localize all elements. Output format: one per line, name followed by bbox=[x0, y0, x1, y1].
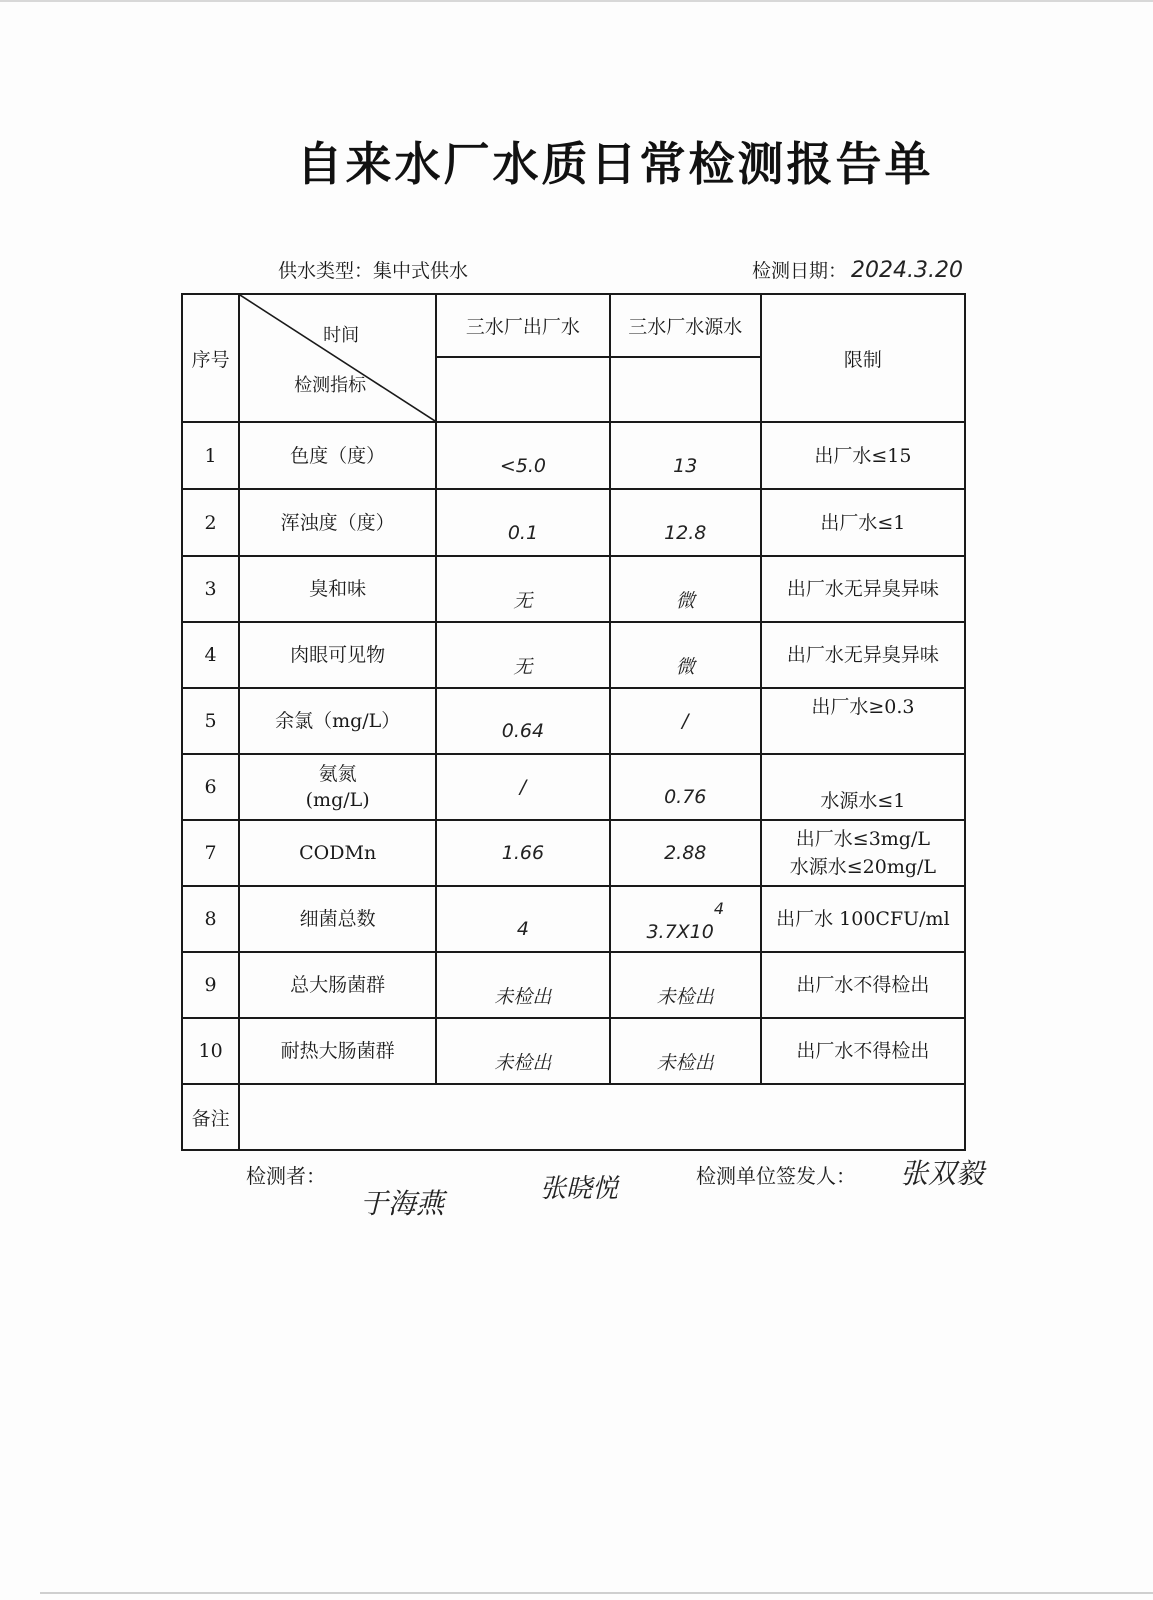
table-row bbox=[182, 1018, 965, 1084]
table-row bbox=[182, 489, 965, 556]
row-source-value bbox=[610, 422, 761, 489]
row-limit: 出厂水≤15 bbox=[761, 422, 965, 489]
row-limit: 出厂水≤1 bbox=[761, 489, 965, 556]
table-row bbox=[182, 952, 965, 1018]
row-number: 4 bbox=[182, 622, 239, 688]
row-source-value bbox=[610, 622, 761, 688]
row-source-value bbox=[610, 754, 761, 820]
row-item-line2: (mg/L) bbox=[305, 789, 370, 811]
row-limit bbox=[761, 688, 965, 754]
table-row bbox=[182, 886, 965, 952]
row-outlet-value bbox=[436, 489, 610, 556]
supply-type-value: 集中式供水 bbox=[373, 260, 469, 282]
row-outlet-value bbox=[436, 556, 610, 622]
remarks-label: 备注 bbox=[182, 1084, 239, 1150]
row-limit: 出厂水无异臭异味 bbox=[761, 556, 965, 622]
table-row bbox=[182, 820, 965, 886]
row-source-value bbox=[610, 952, 761, 1018]
row-limit: 出厂水 100CFU/ml bbox=[761, 886, 965, 952]
outlet-value-text: 4 bbox=[516, 918, 529, 940]
page-edge-bottom bbox=[40, 1592, 1153, 1594]
source-value-text: 微 bbox=[675, 655, 695, 678]
row-outlet-value bbox=[436, 688, 610, 754]
row-item: 肉眼可见物 bbox=[239, 622, 436, 688]
diagonal-line bbox=[240, 295, 435, 421]
row-outlet-value bbox=[436, 754, 610, 820]
outlet-value-text: 0.64 bbox=[501, 720, 545, 742]
table-row bbox=[182, 622, 965, 688]
source-value-exponent: 4 bbox=[713, 899, 725, 919]
source-value-text: 2.88 bbox=[664, 842, 707, 864]
source-value-text: 微 bbox=[675, 589, 695, 612]
row-limit bbox=[761, 754, 965, 820]
outlet-value-text: 无 bbox=[513, 589, 533, 612]
supply-type-label: 供水类型： bbox=[278, 260, 374, 282]
outlet-value-text: 未检出 bbox=[494, 985, 552, 1008]
outlet-value-text: / bbox=[519, 776, 527, 798]
row-item-line1: 氨氮 bbox=[318, 763, 357, 785]
row-limit: 出厂水无异臭异味 bbox=[761, 622, 965, 688]
tester-signature-1: 于海燕 bbox=[360, 1187, 445, 1220]
test-date-label: 检测日期： bbox=[752, 260, 848, 282]
limit-text: 水源水≤1 bbox=[820, 790, 906, 812]
row-outlet-value bbox=[436, 820, 610, 886]
page-title: 自来水厂水质日常检测报告单 bbox=[296, 137, 934, 191]
source-value-text: 3.7X10 bbox=[646, 920, 714, 943]
row-outlet-value bbox=[436, 952, 610, 1018]
row-source-value bbox=[610, 489, 761, 556]
col-source-header: 三水厂水源水 bbox=[610, 294, 761, 357]
row-item: 浑浊度（度） bbox=[239, 489, 436, 556]
row-outlet-value bbox=[436, 1018, 610, 1084]
report-table bbox=[181, 293, 966, 1151]
row-item: 余氯（mg/L） bbox=[239, 688, 436, 754]
source-value-text: 12.8 bbox=[664, 521, 707, 544]
row-source-value bbox=[610, 820, 761, 886]
issuer-label: 检测单位签发人： bbox=[696, 1164, 856, 1188]
outlet-value-text: 0.1 bbox=[507, 521, 539, 544]
tester-label: 检测者： bbox=[246, 1164, 326, 1188]
row-item: 细菌总数 bbox=[239, 886, 436, 952]
row-source-value bbox=[610, 556, 761, 622]
outlet-value-text: 无 bbox=[513, 655, 533, 678]
source-value-text: 未检出 bbox=[656, 985, 714, 1008]
row-limit bbox=[761, 820, 965, 886]
row-limit: 出厂水不得检出 bbox=[761, 952, 965, 1018]
row-number: 6 bbox=[182, 754, 239, 820]
outlet-value-text: <5.0 bbox=[499, 454, 546, 477]
diag-item-label: 检测指标 bbox=[294, 375, 367, 396]
tester-signature-2: 张晓悦 bbox=[540, 1174, 619, 1204]
row-item: 耐热大肠菌群 bbox=[239, 1018, 436, 1084]
table-row bbox=[182, 422, 965, 489]
source-blank-cell bbox=[610, 357, 761, 422]
limit-text: 出厂水≥0.3 bbox=[811, 696, 915, 718]
limit-line1: 出厂水≤3mg/L bbox=[795, 828, 930, 850]
row-number: 9 bbox=[182, 952, 239, 1018]
row-item: 总大肠菌群 bbox=[239, 952, 436, 1018]
row-number: 10 bbox=[182, 1018, 239, 1084]
row-outlet-value bbox=[436, 422, 610, 489]
page-edge-top bbox=[0, 0, 1153, 2]
outlet-value-text: 1.66 bbox=[501, 842, 545, 864]
row-limit: 出厂水不得检出 bbox=[761, 1018, 965, 1084]
outlet-value-text: 未检出 bbox=[494, 1051, 552, 1074]
remarks-field bbox=[239, 1084, 965, 1150]
source-value-text: 0.76 bbox=[664, 786, 707, 808]
source-value-text: / bbox=[682, 710, 689, 732]
row-number: 7 bbox=[182, 820, 239, 886]
supply-type bbox=[278, 256, 468, 283]
test-date bbox=[752, 256, 963, 283]
row-number: 3 bbox=[182, 556, 239, 622]
diag-time-label: 时间 bbox=[323, 325, 360, 346]
row-item: 色度（度） bbox=[239, 422, 436, 489]
diagonal-header bbox=[239, 294, 436, 422]
row-source-value bbox=[610, 1018, 761, 1084]
table-row bbox=[182, 556, 965, 622]
row-outlet-value bbox=[436, 886, 610, 952]
col-limit-header: 限制 bbox=[761, 294, 965, 422]
test-date-value: 2024.3.20 bbox=[851, 258, 963, 283]
row-number: 5 bbox=[182, 688, 239, 754]
row-item: 臭和味 bbox=[239, 556, 436, 622]
row-number: 8 bbox=[182, 886, 239, 952]
row-source-value bbox=[610, 886, 761, 952]
row-item: CODMn bbox=[239, 820, 436, 886]
limit-line2: 水源水≤20mg/L bbox=[789, 856, 937, 878]
issuer-signature: 张双毅 bbox=[900, 1157, 985, 1190]
source-value-text: 未检出 bbox=[656, 1051, 714, 1074]
remarks-row bbox=[182, 1084, 965, 1150]
row-number: 2 bbox=[182, 489, 239, 556]
row-outlet-value bbox=[436, 622, 610, 688]
col-outlet-header: 三水厂出厂水 bbox=[436, 294, 610, 357]
seq-header: 序号 bbox=[182, 294, 239, 422]
row-item bbox=[239, 754, 436, 820]
source-value-text: 13 bbox=[673, 454, 698, 477]
row-source-value bbox=[610, 688, 761, 754]
header-row bbox=[182, 294, 965, 357]
table-row bbox=[182, 688, 965, 754]
row-number: 1 bbox=[182, 422, 239, 489]
table-row bbox=[182, 754, 965, 820]
outlet-blank-cell bbox=[436, 357, 610, 422]
